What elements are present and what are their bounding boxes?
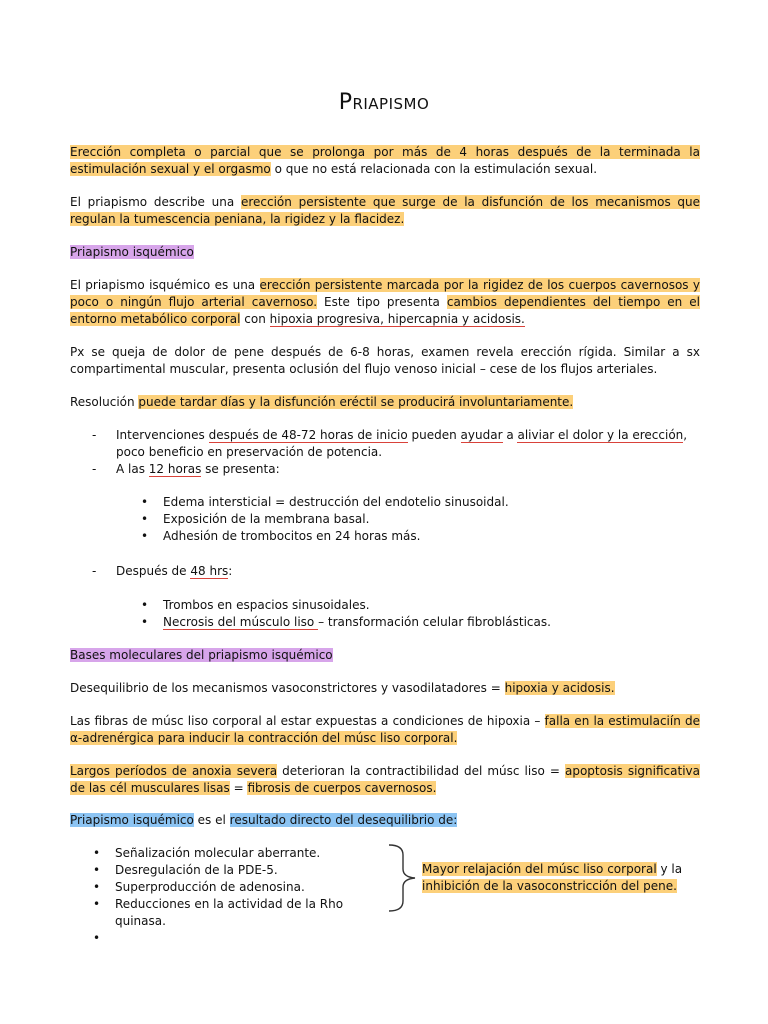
highlight: Mayor relajación del músc liso corporal xyxy=(422,862,657,876)
bullet-marker: • xyxy=(141,598,149,612)
bullet-marker: • xyxy=(141,615,149,629)
section-heading-molecular xyxy=(70,647,700,664)
text: o que no está relacionada con la estimulación sexual. xyxy=(270,162,598,176)
section-heading-ischemic xyxy=(70,244,700,261)
definition-paragraph xyxy=(70,144,700,178)
underlined-text: 12 horas xyxy=(148,462,202,476)
text: Reducciones en la actividad de la Rho quinasa. xyxy=(115,897,344,928)
blue-highlight: resultado directo del desequilibrio de: xyxy=(229,813,458,827)
text: con xyxy=(240,312,270,326)
list-item xyxy=(93,930,393,947)
list-item xyxy=(93,862,393,879)
dash-marker: - xyxy=(92,462,97,476)
text: Resolución xyxy=(70,395,139,409)
highlight: inhibición de la vasoconstricción del pene. xyxy=(422,879,677,893)
list-item xyxy=(141,614,701,631)
text: se presenta: xyxy=(201,462,280,476)
text: Este tipo presenta xyxy=(317,295,447,309)
text: A las xyxy=(116,462,149,476)
result-paragraph xyxy=(70,812,700,829)
document-title: Priapismo xyxy=(338,90,430,115)
highlight: erección persistente marcada por la rigidez de los cuerpos cavernosos y poco o ningún flujo arterial cavernoso. xyxy=(70,278,700,309)
text: , poco beneficio en preservación de potencia. xyxy=(116,428,688,459)
text: El priapismo describe una xyxy=(70,195,241,209)
list-item xyxy=(93,879,393,896)
highlight: Largos períodos de anoxia severa xyxy=(70,764,278,778)
highlight: apoptosis significativa de las cél musculares lisas xyxy=(70,764,700,795)
bullet-list-48h xyxy=(141,597,701,631)
highlight: Erección completa o parcial que se prolonga por más de 4 horas después de la terminada la estimulación sexual y el orgasmo xyxy=(70,145,700,176)
list-item xyxy=(92,427,702,461)
text: Edema intersticial = destrucción del endotelio sinusoidal. xyxy=(163,495,509,509)
imbalance-paragraph xyxy=(70,680,700,697)
list-item xyxy=(141,597,701,614)
text: deterioran la contractibilidad del músc liso = xyxy=(277,764,565,778)
text: Señalización molecular aberrante. xyxy=(115,846,321,860)
text: Desregulación de la PDE-5. xyxy=(115,863,278,877)
underlined-text: 48 hrs xyxy=(190,564,229,578)
bullet-list-12h xyxy=(141,494,701,545)
text: pueden xyxy=(407,428,461,442)
heading-highlight: Priapismo isquémico xyxy=(70,245,194,259)
dash-marker: - xyxy=(92,564,97,578)
highlight: fibrosis de cuerpos cavernosos. xyxy=(247,781,437,795)
text: Después de xyxy=(116,564,191,578)
bullet-marker: • xyxy=(93,880,101,894)
list-item xyxy=(141,528,701,545)
underlined-text: después de 48-72 horas de inicio xyxy=(208,428,408,442)
list-item xyxy=(141,494,701,511)
list-item xyxy=(141,511,701,528)
list-item xyxy=(92,461,702,478)
hypoxia-paragraph xyxy=(70,713,700,747)
text: Las fibras de músc liso corporal al estar expuestas a condiciones de hipoxia – xyxy=(70,714,545,728)
highlight: falla en la estimulaciín de α-adrenérgica para inducir la contracción del músc liso corporal. xyxy=(70,714,700,745)
dash-marker: - xyxy=(92,428,97,442)
text: = xyxy=(229,781,248,795)
resolution-paragraph xyxy=(70,394,700,411)
list-item xyxy=(93,845,393,862)
blue-highlight: Priapismo isquémico xyxy=(70,813,194,827)
description-paragraph xyxy=(70,194,700,228)
curly-brace-icon xyxy=(385,843,419,913)
list-item xyxy=(93,896,393,930)
text: Trombos en espacios sinusoidales. xyxy=(163,598,370,612)
text: a xyxy=(502,428,518,442)
ischemic-paragraph xyxy=(70,277,700,328)
text: Adhesión de trombocitos en 24 horas más. xyxy=(163,529,421,543)
text: Intervenciones xyxy=(116,428,209,442)
dash-list-48h xyxy=(92,563,702,580)
highlight: erección persistente que surge de la disfunción de los mecanismos que regulan la tumescencia peniana, la rigidez y la flacidez. xyxy=(70,195,701,226)
text: es el xyxy=(193,813,230,827)
underlined-text: ayudar xyxy=(460,428,503,442)
bullet-marker: • xyxy=(93,897,101,911)
anoxia-paragraph xyxy=(70,763,700,797)
list-item xyxy=(92,563,702,580)
underlined-text: hipoxia progresiva, hipercapnia y acidosis. xyxy=(269,312,525,326)
highlight: puede tardar días y la disfunción eréctil se producirá involuntariamente. xyxy=(138,395,574,409)
bullet-list-causes xyxy=(93,845,393,947)
text: – transformación celular fibroblásticas. xyxy=(318,615,551,629)
bullet-marker: • xyxy=(141,495,149,509)
highlight: hipoxia y acidosis. xyxy=(504,681,615,695)
bullet-marker: • xyxy=(141,529,149,543)
text: Desequilibrio de los mecanismos vasoconstrictores y vasodilatadores = xyxy=(70,681,505,695)
underlined-text: Necrosis del músculo liso xyxy=(163,615,319,629)
highlight: cambios dependientes del tiempo en el entorno metabólico corporal xyxy=(70,295,700,326)
bullet-marker: • xyxy=(93,846,101,860)
bullet-marker: • xyxy=(93,863,101,877)
text: Superproducción de adenosina. xyxy=(115,880,305,894)
bullet-marker: • xyxy=(93,931,101,945)
text: y la xyxy=(656,862,683,876)
text: : xyxy=(228,564,233,578)
dash-list-interventions xyxy=(92,427,702,478)
underlined-text: aliviar el dolor y la erección xyxy=(517,428,684,442)
heading-highlight: Bases moleculares del priapismo isquémico xyxy=(70,648,333,662)
text: Exposición de la membrana basal. xyxy=(163,512,370,526)
text: El priapismo isquémico es una xyxy=(70,278,260,292)
symptoms-paragraph: Px se queja de dolor de pene después de 6-8 horas, examen revela erección rígida. Similar a sx compartimental muscular, presenta oclusión del flujo venoso inicial – cese de los flujos arteriales. xyxy=(70,345,700,376)
brace-side-note xyxy=(422,861,732,895)
bullet-marker: • xyxy=(141,512,149,526)
